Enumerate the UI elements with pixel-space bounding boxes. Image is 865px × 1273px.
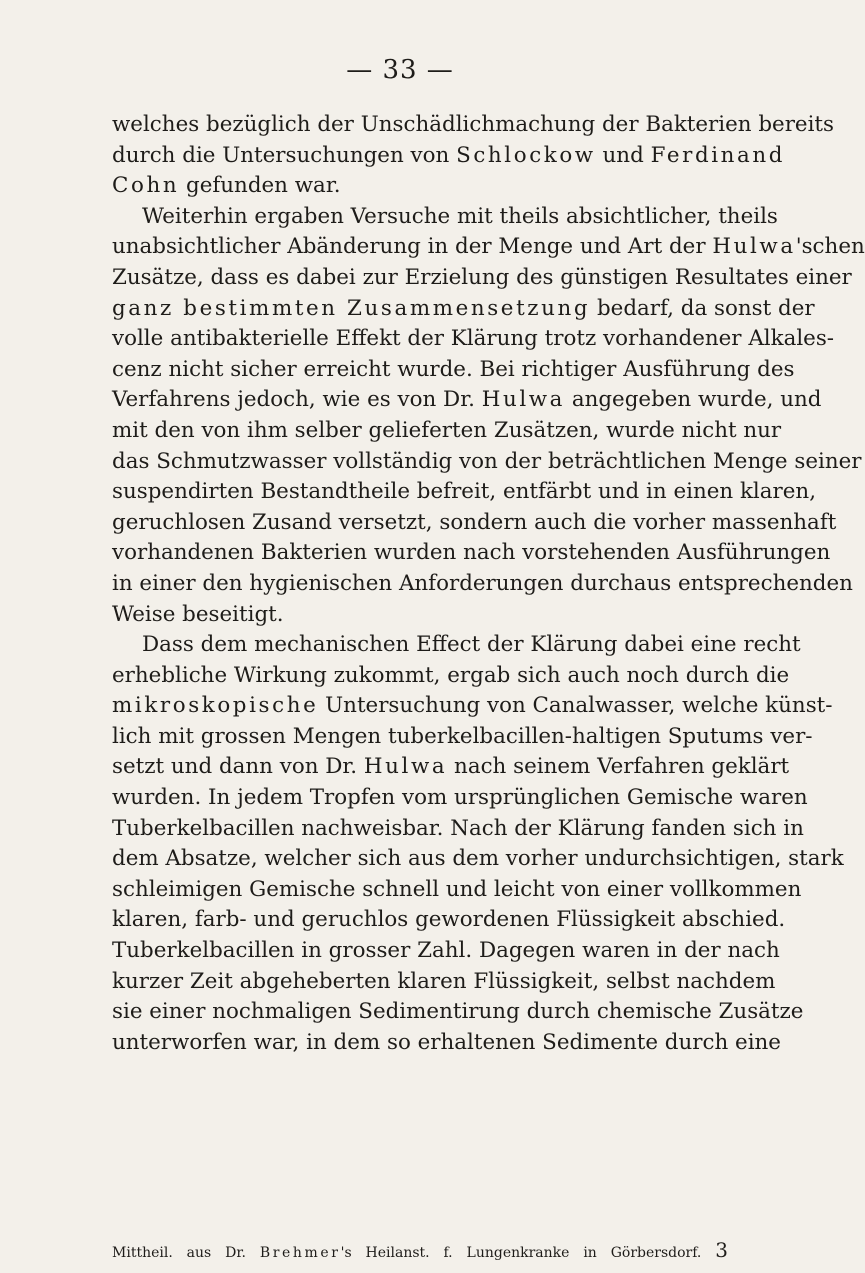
text-line: lich mit grossen Mengen tuberkelbacillen-haltigen Sputums ver-: [112, 723, 813, 749]
page-number: — 33 —: [346, 55, 454, 85]
text-line: mit den von ihm selber gelieferten Zusätzen, wurde nicht nur: [112, 417, 782, 443]
text-line: das Schmutzwasser vollständig von der beträchtlichen Menge seiner: [112, 448, 862, 474]
body-text: [112, 110, 865, 1058]
paragraph-start: Weiterhin ergaben Versuche mit theils absichtlicher, theils: [142, 203, 778, 229]
text-line: setzt und dann von Dr. Hulwa nach seinem Verfahren geklärt: [112, 754, 790, 780]
text-line: unabsichtlicher Abänderung in der Menge und Art der Hulwa'schen: [112, 234, 865, 260]
text-line: Tuberkelbacillen nachweisbar. Nach der Klärung fanden sich in: [112, 815, 804, 841]
paragraph-start: Dass dem mechanischen Effect der Klärung dabei eine recht: [142, 632, 801, 658]
text-line: unterworfen war, in dem so erhaltenen Sedimente durch eine: [112, 1029, 781, 1055]
author-name: Brehmer: [259, 1245, 341, 1261]
text-line: dem Absatze, welcher sich aus dem vorher undurchsichtigen, stark: [112, 846, 844, 872]
author-name: Schlockow: [456, 142, 596, 168]
author-name: Cohn: [112, 173, 180, 199]
text-line: geruchlosen Zusand versetzt, sondern auch die vorher massenhaft: [112, 509, 837, 535]
text-line: Verfahrens jedoch, wie es von Dr. Hulwa angegeben wurde, und: [112, 387, 822, 413]
text-line: kurzer Zeit abgeheberten klaren Flüssigkeit, selbst nachdem: [112, 968, 776, 994]
author-name: Hulwa: [363, 754, 448, 780]
author-name: Hulwa: [481, 387, 566, 413]
text-line: vorhandenen Bakterien wurden nach vorstehenden Ausführungen: [112, 540, 831, 566]
text-line: sie einer nochmaligen Sedimentirung durch chemische Zusätze: [112, 999, 804, 1025]
text-line: in einer den hygienischen Anforderungen durchaus entsprechenden: [112, 570, 853, 596]
text-line: volle antibakterielle Effekt der Klärung trotz vorhandener Alkales-: [112, 326, 835, 352]
text-line: Tuberkelbacillen in grosser Zahl. Dagegen waren in der nach: [112, 938, 780, 964]
signature-mark: 3: [715, 1238, 729, 1262]
text-line: suspendirten Bestandtheile befreit, entfärbt und in einen klaren,: [112, 479, 816, 505]
text-line: Zusätze, dass es dabei zur Erzielung des günstigen Resultates einer: [112, 264, 852, 290]
text-line: mikroskopische Untersuchung von Canalwasser, welche künst-: [112, 693, 833, 719]
text-line: erhebliche Wirkung zukommt, ergab sich auch noch durch die: [112, 662, 790, 688]
emphasis-text: ganz bestimmten Zusammensetzung: [112, 295, 591, 321]
text-line: Weise beseitigt.: [112, 601, 284, 627]
text-line: wurden. In jedem Tropfen vom ursprünglichen Gemische waren: [112, 785, 808, 811]
author-name: Ferdinand: [650, 142, 786, 168]
text-line: welches bezüglich der Unschädlichmachung der Bakterien bereits: [112, 112, 834, 137]
text-line: ganz bestimmten Zusammensetzung bedarf, da sonst der: [112, 295, 815, 321]
text-line: cenz nicht sicher erreicht wurde. Bei richtiger Ausführung des: [112, 356, 795, 382]
footer-note: Mittheil. aus Dr. Brehmer's Heilanst. f. Lungenkranke in Görbersdorf. 3: [112, 1238, 729, 1262]
emphasis-text: mikroskopische: [112, 693, 319, 719]
text-line: schleimigen Gemische schnell und leicht von einer vollkommen: [112, 876, 802, 902]
text-line: durch die Untersuchungen von Schlockow und Ferdinand: [112, 142, 786, 168]
text-line: klaren, farb- und geruchlos gewordenen Flüssigkeit abschied.: [112, 907, 786, 933]
text-line: Cohn gefunden war.: [112, 173, 341, 199]
author-name: Hulwa: [712, 234, 796, 260]
